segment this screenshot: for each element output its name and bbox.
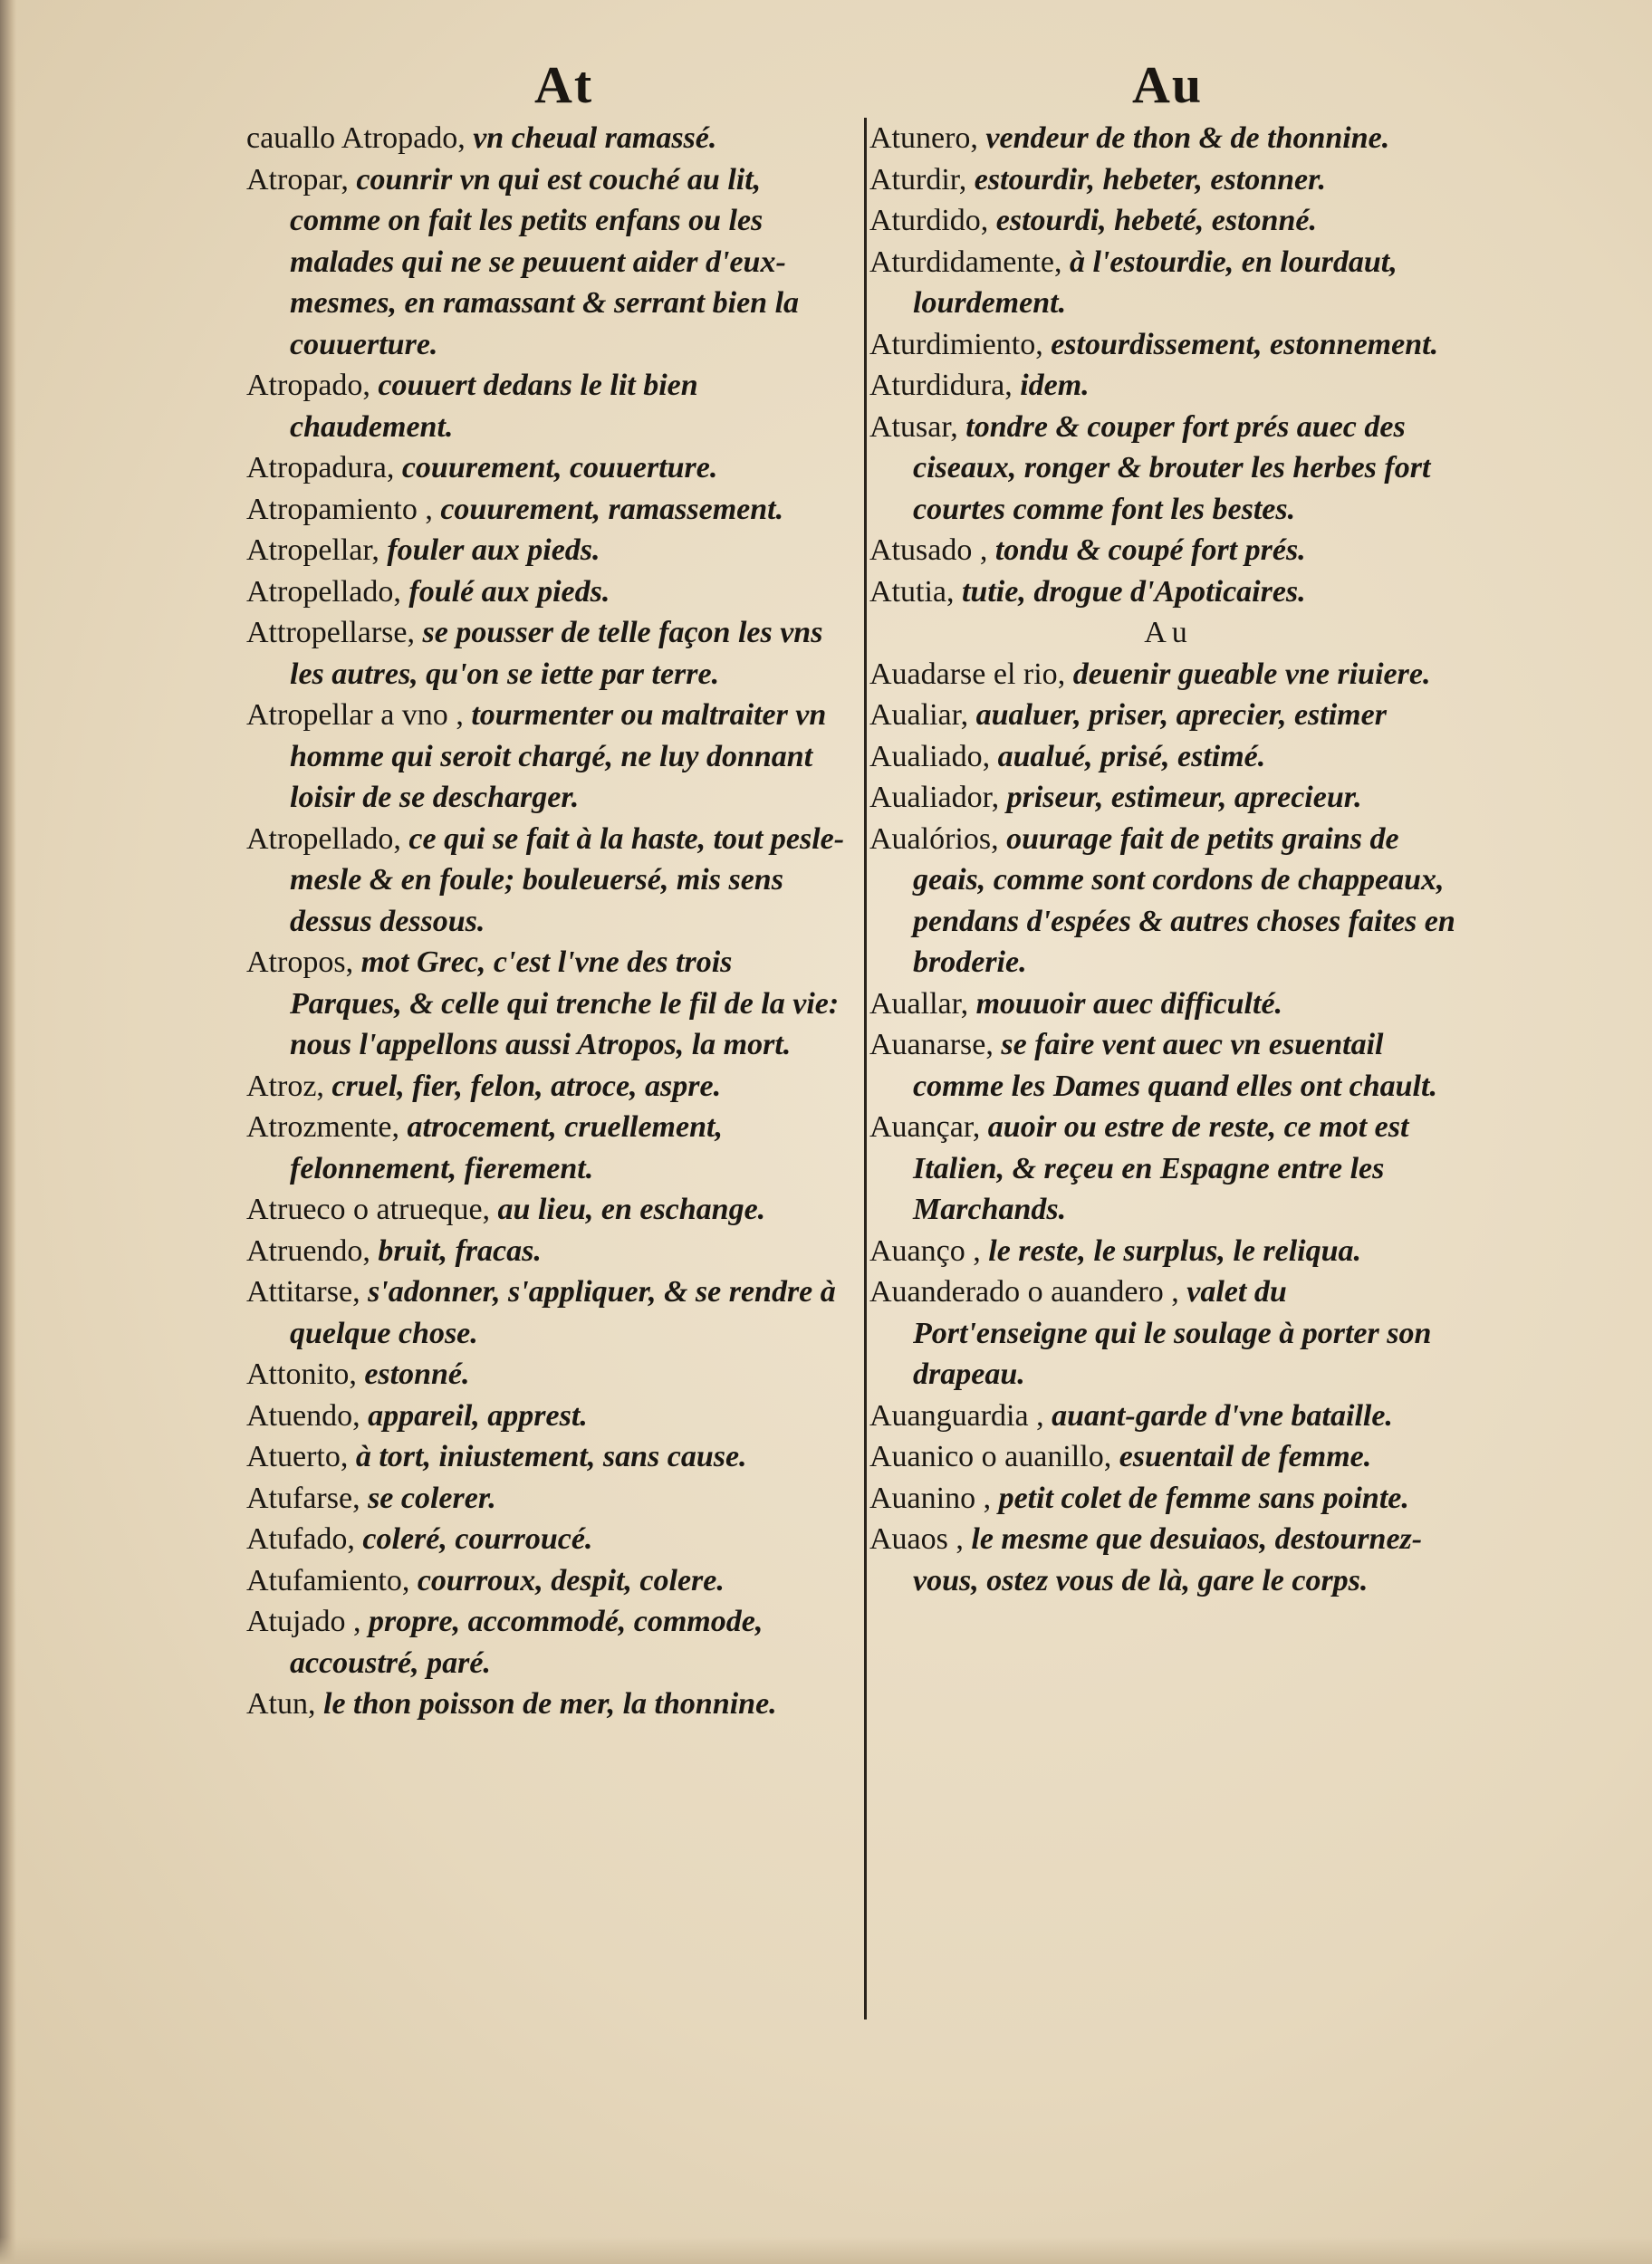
entry-term: Auaos [869, 1522, 948, 1556]
entry-term: Aualiar [869, 698, 961, 732]
right-column-at-section [869, 118, 1467, 612]
entry-term: Atroz [246, 1069, 317, 1103]
entry-separator: , [1057, 657, 1073, 691]
entry-separator: , [362, 1233, 379, 1268]
entry-definition: à tort, iniustement, sans cause. [355, 1440, 747, 1473]
entry-term: cauallo Atropado [246, 121, 458, 155]
dictionary-entry [869, 571, 1467, 613]
entry-definition: deuenir gueable vne riuiere. [1072, 657, 1431, 691]
entry-definition: vendeur de thon & de thonnine. [985, 121, 1390, 155]
entry-separator: , [982, 739, 998, 773]
entry-definition: foulé aux pieds. [408, 574, 610, 609]
entry-term: Atuerto [246, 1440, 341, 1473]
entry-separator: , [1035, 327, 1052, 361]
entry-term: Aturdido [869, 204, 981, 237]
entry-definition: auoir ou estre de reste, ce mot est Italien, & reçeu en Espagne entre les Marchands. [913, 1110, 1409, 1226]
dictionary-entry [246, 530, 849, 571]
entry-definition: s'adonner, s'appliquer, & se rendre à quelque chose. [290, 1275, 836, 1350]
entry-separator: , [947, 1522, 972, 1556]
entry-separator: , [386, 451, 402, 484]
dictionary-entry [869, 159, 1467, 201]
dictionary-entry [869, 1024, 1467, 1107]
entry-separator: , [1028, 1398, 1052, 1433]
entry-separator: , [970, 121, 986, 155]
dictionary-entry [869, 736, 1467, 778]
entry-definition: propre, accommodé, commode, accoustré, paré. [290, 1605, 764, 1680]
entry-term: Atun [246, 1687, 308, 1721]
dictionary-entry [246, 1189, 849, 1231]
entry-separator: , [991, 821, 1007, 856]
page-edge-shadow [0, 0, 16, 2264]
dictionary-entry [246, 942, 849, 1066]
entry-definition: mouuoir auec difficulté. [975, 986, 1283, 1021]
entry-separator: , [391, 1110, 408, 1144]
entry-term: Atrueco o atrueque [246, 1193, 483, 1226]
entry-term: Auanço [869, 1233, 965, 1268]
dictionary-entry [246, 447, 849, 489]
left-column [246, 118, 849, 1725]
dictionary-entry [869, 242, 1467, 324]
entry-definition: ce qui se fait à la haste, tout pesle-mesle & en foule; bouleuersé, mis sens dessus dessous. [290, 821, 845, 938]
entry-separator: , [352, 1275, 369, 1309]
entry-separator: , [417, 492, 441, 526]
dictionary-entry [869, 407, 1467, 531]
entry-definition: mot Grec, c'est l'vne des trois Parques, & celle qui trenche le fil de la vie: nous l'appellons aussi Atropos, la mort. [290, 945, 840, 1061]
entry-definition: counrir vn qui est couché au lit, comme on fait les petits enfans ou les malades qui ne se peuuent aider d'eux-mesmes, en ramassant & serrant bien la couuerture. [290, 162, 800, 361]
entry-separator: , [347, 1522, 363, 1556]
entry-term: Attonito [246, 1357, 350, 1391]
entry-definition: priseur, estimeur, aprecieur. [1006, 781, 1362, 814]
entry-separator: , [972, 1110, 988, 1144]
entry-definition: à l'estourdie, en lourdaut, lourdement. [913, 245, 1397, 320]
dictionary-entry [246, 1271, 849, 1354]
entry-term: Auanarse [869, 1028, 986, 1061]
entry-term: Aualiador [869, 781, 992, 814]
entry-definition: fouler aux pieds. [387, 533, 600, 567]
entry-term: Atutia [869, 574, 946, 609]
dictionary-entry [869, 1231, 1467, 1272]
entry-separator: , [1004, 369, 1021, 402]
entry-separator: , [482, 1193, 498, 1226]
dictionary-entry [869, 777, 1467, 819]
dictionary-entry [246, 365, 849, 447]
entry-term: Atusar [869, 409, 951, 444]
dictionary-entry [246, 118, 849, 159]
page-bottom-shadow [0, 2237, 1652, 2264]
dictionary-entry [246, 571, 849, 613]
entry-definition: aualuer, priser, aprecier, estimer [975, 698, 1387, 732]
entry-term: Auadarse el rio [869, 657, 1058, 691]
entry-definition: au lieu, en eschange. [497, 1193, 766, 1226]
entry-separator: , [349, 1357, 365, 1391]
entry-definition: tondu & coupé fort prés. [994, 533, 1306, 567]
entry-term: Atufado [246, 1522, 348, 1556]
entry-separator: , [340, 1440, 356, 1473]
dictionary-entry [246, 1066, 849, 1108]
entry-term: Atropado [246, 369, 363, 402]
entry-separator: , [352, 1481, 369, 1515]
dictionary-entry [869, 983, 1467, 1025]
dictionary-entry [246, 1601, 849, 1684]
entry-definition: le reste, le surplus, le reliqua. [988, 1233, 1362, 1268]
dictionary-entry [869, 530, 1467, 571]
entry-term: Aualiado [869, 739, 983, 773]
entry-term: Atropos [246, 945, 346, 979]
dictionary-entry [246, 1396, 849, 1437]
entry-separator: , [1163, 1275, 1187, 1309]
entry-term: Aturdidamente [869, 245, 1054, 279]
entry-separator: , [352, 1398, 369, 1433]
running-head-right: Au [1132, 55, 1204, 114]
entry-separator: , [960, 986, 976, 1021]
entry-definition: se faire vent auec vn esuentail comme les Dames quand elles ont chault. [913, 1028, 1437, 1103]
entry-definition: tutie, drogue d'Apoticaires. [961, 574, 1306, 609]
entry-separator: , [345, 1605, 370, 1638]
entry-term: Auançar [869, 1110, 973, 1144]
dictionary-entry [246, 695, 849, 819]
entry-definition: le thon poisson de mer, la thonnine. [323, 1687, 777, 1721]
entry-term: Atropellar a vno [246, 698, 448, 732]
section-subhead: Au [1144, 616, 1193, 649]
entry-term: Auanico o auanillo [869, 1440, 1104, 1473]
dictionary-entry [246, 1478, 849, 1520]
dictionary-entry [869, 1436, 1467, 1478]
entry-term: Aualórios [869, 821, 992, 856]
entry-definition: se pousser de telle façon les vns les autres, qu'on se iette par terre. [290, 616, 823, 691]
entry-definition: tondre & couper fort prés auec des ciseaux, ronger & brouter les herbes fort courtes comme font les bestes. [913, 409, 1431, 526]
entry-term: Atunero [869, 121, 971, 155]
entry-separator: , [401, 1563, 418, 1597]
entry-separator: , [950, 409, 966, 444]
entry-definition: se colerer. [368, 1481, 496, 1515]
entry-term: Atropellado [246, 574, 394, 609]
entry-separator: , [1103, 1440, 1119, 1473]
entry-definition: couurement, couuerture. [401, 451, 718, 484]
entry-separator: , [316, 1069, 332, 1103]
entry-separator: , [341, 162, 357, 197]
column-divider [864, 118, 867, 2019]
entry-definition: tourmenter ou maltraiter vn homme qui seroit chargé, ne luy donnant loisir de se descharger. [290, 698, 827, 814]
entry-term: Atropellar [246, 533, 372, 567]
dictionary-entry [246, 1560, 849, 1602]
dictionary-entry [869, 1478, 1467, 1520]
dictionary-entry [869, 695, 1467, 736]
entry-term: Atufarse [246, 1481, 353, 1515]
right-column-au-section [869, 654, 1467, 1602]
entry-definition: estourdi, hebeté, estonné. [995, 204, 1317, 237]
entry-term: Atrozmente [246, 1110, 392, 1144]
entry-separator: , [457, 121, 474, 155]
entry-term: Atusado [869, 533, 973, 567]
dictionary-entry [869, 1519, 1467, 1601]
running-head-left: At [534, 55, 594, 114]
entry-separator: , [958, 162, 975, 197]
entry-term: Attropellarse [246, 616, 408, 649]
dictionary-entry [869, 324, 1467, 366]
entry-separator: , [965, 1233, 989, 1268]
entry-separator: , [393, 821, 409, 856]
entry-term: Atropamiento [246, 492, 418, 526]
entry-term: Atujado [246, 1605, 346, 1638]
entry-separator: , [345, 945, 361, 979]
entry-definition: couuert dedans le lit bien chaudement. [290, 369, 698, 444]
right-column [869, 118, 1467, 1601]
entry-definition: couurement, ramassement. [440, 492, 784, 526]
entry-separator: , [991, 781, 1007, 814]
dictionary-entry [869, 200, 1467, 242]
entry-definition: esuentail de femme. [1119, 1440, 1372, 1473]
entry-term: Atropellado [246, 821, 394, 856]
entry-definition: auant-garde d'vne bataille. [1052, 1398, 1393, 1433]
entry-term: Auallar [869, 986, 961, 1021]
entry-separator: , [371, 533, 388, 567]
dictionary-entry [246, 1231, 849, 1272]
entry-separator: , [308, 1687, 323, 1721]
dictionary-entry [246, 1684, 849, 1725]
dictionary-entry [246, 819, 849, 943]
entry-definition: estonné. [364, 1357, 470, 1391]
dictionary-entry [869, 1107, 1467, 1231]
dictionary-entry [246, 612, 849, 695]
entry-separator: , [985, 1028, 1002, 1061]
entry-definition: le mesme que desuiaos, destournez-vous, ostez vous de là, gare le corps. [913, 1522, 1423, 1597]
dictionary-entry [246, 159, 849, 366]
entry-definition: idem. [1020, 369, 1090, 402]
dictionary-entry [869, 654, 1467, 696]
entry-definition: petit colet de femme sans pointe. [998, 1481, 1409, 1515]
entry-definition: atrocement, cruellement, felonnement, fierement. [290, 1110, 723, 1185]
entry-definition: estourdissement, estonnement. [1051, 327, 1439, 361]
entry-separator: , [393, 574, 409, 609]
entry-term: Attitarse [246, 1275, 353, 1309]
entry-term: Aturdimiento [869, 327, 1036, 361]
entry-definition: coleré, courroucé. [362, 1522, 593, 1556]
dictionary-entry [246, 1519, 849, 1560]
entry-definition: courroux, despit, colere. [417, 1563, 725, 1597]
entry-term: Aturdidura [869, 369, 1005, 402]
dictionary-entry [869, 365, 1467, 407]
dictionary-entry [246, 489, 849, 531]
entry-separator: , [1053, 245, 1070, 279]
entry-separator: , [946, 574, 962, 609]
dictionary-entry [869, 1271, 1467, 1396]
entry-term: Atruendo [246, 1233, 363, 1268]
dictionary-entry [246, 1107, 849, 1189]
entry-term: Atuendo [246, 1398, 353, 1433]
entry-definition: ouurage fait de petits grains de geais, comme sont cordons de chappeaux, pendans d'espées & autres choses faites en broderie. [913, 821, 1455, 979]
entry-term: Atropar [246, 162, 341, 197]
dictionary-entry [869, 819, 1467, 983]
dictionary-entry [246, 1436, 849, 1478]
dictionary-entry [246, 1354, 849, 1396]
entry-definition: bruit, fracas. [378, 1233, 542, 1268]
entry-definition: estourdir, hebeter, estonner. [974, 162, 1326, 197]
entry-term: Auanderado o auandero [869, 1275, 1164, 1309]
entry-definition: appareil, apprest. [368, 1398, 588, 1433]
entry-separator: , [972, 533, 995, 567]
entry-term: Aturdir [869, 162, 959, 197]
entry-separator: , [447, 698, 472, 732]
entry-term: Auanino [869, 1481, 976, 1515]
entry-definition: cruel, fier, felon, atroce, aspre. [331, 1069, 722, 1103]
dictionary-entry [869, 1396, 1467, 1437]
entry-separator: , [407, 616, 423, 649]
entry-definition: valet du Port'enseigne qui le soulage à porter son drapeau. [913, 1275, 1432, 1391]
entry-term: Atropadura [246, 451, 387, 484]
dictionary-entry [869, 118, 1467, 159]
entry-definition: aualué, prisé, estimé. [997, 739, 1266, 773]
entry-definition: vn cheual ramassé. [473, 121, 717, 155]
entry-term: Atufamiento [246, 1563, 402, 1597]
entry-separator: , [980, 204, 996, 237]
entry-separator: , [975, 1481, 999, 1515]
entry-separator: , [960, 698, 976, 732]
entry-term: Auanguardia [869, 1398, 1029, 1433]
entry-separator: , [362, 369, 379, 402]
